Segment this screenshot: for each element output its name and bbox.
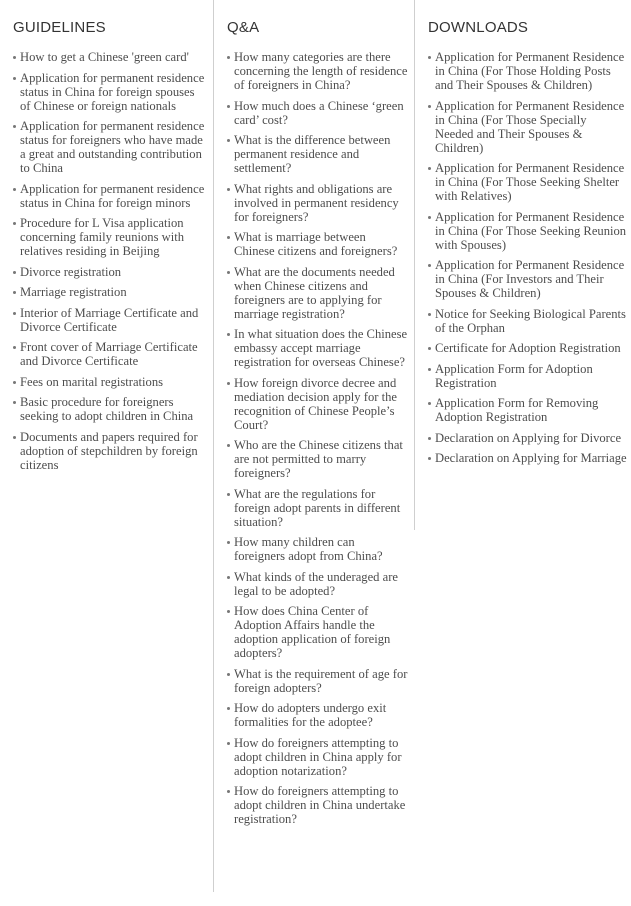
list-item-link[interactable]: Procedure for L Visa application concerning family reunions with relatives residing in Beijing [20,216,185,258]
list-item-link[interactable]: Application for permanent residence status in China for foreign minors [20,181,205,210]
list-item-link[interactable]: Notice for Seeking Biological Parents of the Orphan [435,306,626,335]
list-item [428,307,627,335]
list-item-link[interactable]: How many categories are there concerning the length of residence of foreigners in China? [234,50,408,92]
list-item-link[interactable]: Divorce registration [20,264,122,279]
list-item-link[interactable]: How much does a Chinese ‘green card’ cost? [234,98,404,127]
list-item-link[interactable]: What is marriage between Chinese citizens and foreigners? [234,230,398,258]
list-item [227,604,408,660]
list-item [428,396,627,424]
list-item [428,210,627,252]
list-item [428,50,627,92]
qa-list [227,50,408,826]
list-item-link[interactable]: Application for permanent residence status in China for foreign spouses of Chinese or foreign nationals [20,70,205,113]
list-item-link[interactable]: Front cover of Marriage Certificate and Divorce Certificate [20,340,198,368]
list-item-link[interactable]: Who are the Chinese citizens that are not permitted to marry foreigners? [234,438,403,480]
list-item-link[interactable]: What are the regulations for foreign adopt parents in different situation? [234,486,401,529]
list-item-link[interactable]: Application for permanent residence status for foreigners who have made a great and outstanding contribution to China [20,119,205,175]
list-item [428,341,627,355]
list-item-link[interactable]: Declaration on Applying for Divorce [435,430,622,445]
list-item [227,99,408,127]
list-item [227,570,408,598]
list-item [13,265,207,279]
list-item [227,50,408,92]
list-item-link[interactable]: Documents and papers required for adoption of stepchildren by foreign citizens [20,429,198,472]
list-item [13,430,207,472]
list-item [428,161,627,203]
list-item [13,216,207,258]
list-item-link[interactable]: Application for Permanent Residence in China (For Those Seeking Shelter with Relatives) [435,161,625,203]
list-item [227,230,408,258]
list-item-link[interactable]: What kinds of the underaged are legal to be adopted? [234,569,399,598]
list-item [227,438,408,480]
guidelines-title: GUIDELINES [13,19,106,36]
list-item [13,375,207,389]
list-item [428,362,627,390]
list-item [227,736,408,778]
list-item-link[interactable]: Application Form for Adoption Registration [435,361,593,390]
list-item-link[interactable]: Basic procedure for foreigners seeking to adopt children in China [20,395,194,423]
list-item-link[interactable]: How to get a Chinese 'green card' [20,50,189,64]
list-item [428,431,627,445]
guidelines-column [0,0,213,478]
list-item [13,340,207,368]
list-item-link[interactable]: Marriage registration [20,285,127,299]
list-item-link[interactable]: How do foreigners attempting to adopt children in China apply for adoption notarization? [234,735,402,778]
list-item-link[interactable]: How many children can foreigners adopt from China? [234,535,383,563]
list-item-link[interactable]: How do adopters undergo exit formalities for the adoptee? [234,701,387,729]
list-item [13,71,207,113]
qa-column [213,0,414,892]
list-item-link[interactable]: Application Form for Removing Adoption Registration [435,396,599,424]
list-item [227,487,408,529]
list-item [13,285,207,299]
guidelines-list [13,50,207,472]
list-item [227,133,408,175]
list-item-link[interactable]: Certificate for Adoption Registration [435,341,621,355]
list-item-link[interactable]: Application for Permanent Residence in China (For Those Holding Posts and Their Spouses & Children) [435,50,625,92]
list-item-link[interactable]: Application for Permanent Residence in China (For Investors and Their Spouses & Children) [435,258,625,300]
list-item-link[interactable]: Interior of Marriage Certificate and Divorce Certificate [20,305,199,334]
list-item-link[interactable]: Declaration on Applying for Marriage [435,451,627,465]
list-item-link[interactable]: What is the requirement of age for foreign adopters? [234,666,408,695]
list-item-link[interactable]: How do foreigners attempting to adopt children in China undertake registration? [234,784,406,826]
qa-title: Q&A [227,19,260,36]
list-item [13,182,207,210]
list-item [227,535,408,563]
list-item-link[interactable]: What are the documents needed when Chinese citizens and foreigners are to applying for marriage registration? [234,264,395,321]
list-item [13,395,207,423]
list-item [428,99,627,155]
downloads-title: DOWNLOADS [428,19,529,36]
list-item [227,784,408,826]
list-item [227,701,408,729]
list-item [13,306,207,334]
list-item-link[interactable]: In what situation does the Chinese embassy accept marriage registration for overseas Chinese? [234,327,408,369]
list-item [13,119,207,175]
list-item [227,327,408,369]
list-item [227,667,408,695]
list-item-link[interactable]: What is the difference between permanent residence and settlement? [234,133,391,175]
downloads-column [414,0,631,530]
list-item-link[interactable]: How does China Center of Adoption Affairs handle the adoption application of foreign adopters? [234,604,391,660]
list-item-link[interactable]: Fees on marital registrations [20,374,164,389]
list-item [428,451,627,465]
list-item-link[interactable]: How foreign divorce decree and mediation decision apply for the recognition of Chinese People’s Court? [234,375,397,432]
downloads-list [428,50,627,465]
list-item [13,50,207,64]
list-item [428,258,627,300]
list-item [227,265,408,321]
list-item-link[interactable]: Application for Permanent Residence in China (For Those Specially Needed and Their Spouses & Children) [435,98,625,155]
list-item [227,182,408,224]
list-item-link[interactable]: What rights and obligations are involved in permanent residency for foreigners? [234,181,399,224]
list-item [227,376,408,432]
list-item-link[interactable]: Application for Permanent Residence in China (For Those Seeking Reunion with Spouses) [435,209,627,252]
